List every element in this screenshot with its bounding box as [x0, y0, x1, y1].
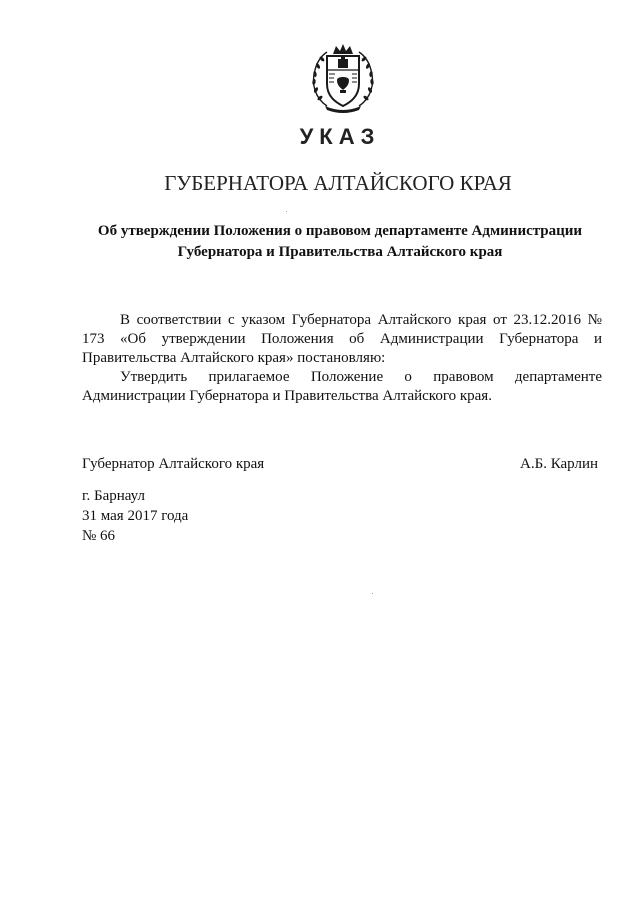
issuer-heading: ГУБЕРНАТОРА АЛТАЙСКОГО КРАЯ: [164, 171, 512, 195]
document-title-line-2: Губернатора и Правительства Алтайского края: [177, 244, 503, 260]
document-details: [82, 486, 188, 546]
body-paragraph-preamble: В соответствии с указом Губернатора Алтайского края от 23.12.2016 № 173 «Об утверждении Положения об Администрации Губернатора и Правительства Алтайского края» постановляю:: [82, 312, 602, 366]
document-body: [82, 311, 602, 406]
scan-speck: [286, 211, 287, 212]
signatory-position: Губернатор Алтайского края: [82, 456, 265, 472]
document-title-line-1: Об утверждении Положения о правовом департаменте Администрации: [97, 223, 583, 239]
document-date: 31 мая 2017 года: [82, 508, 189, 524]
body-paragraph-resolution: Утвердить прилагаемое Положение о правовом департаменте Администрации Губернатора и Правительства Алтайского края.: [82, 369, 602, 404]
document-number: № 66: [82, 528, 116, 544]
document-type-heading: УКАЗ: [299, 124, 381, 149]
document-title: [80, 221, 600, 263]
document-city: г. Барнаул: [82, 488, 145, 504]
coat-of-arms-emblem-icon: [307, 40, 379, 114]
scan-speck: [372, 593, 373, 594]
signatory-name: А.Б. Карлин: [520, 456, 599, 472]
